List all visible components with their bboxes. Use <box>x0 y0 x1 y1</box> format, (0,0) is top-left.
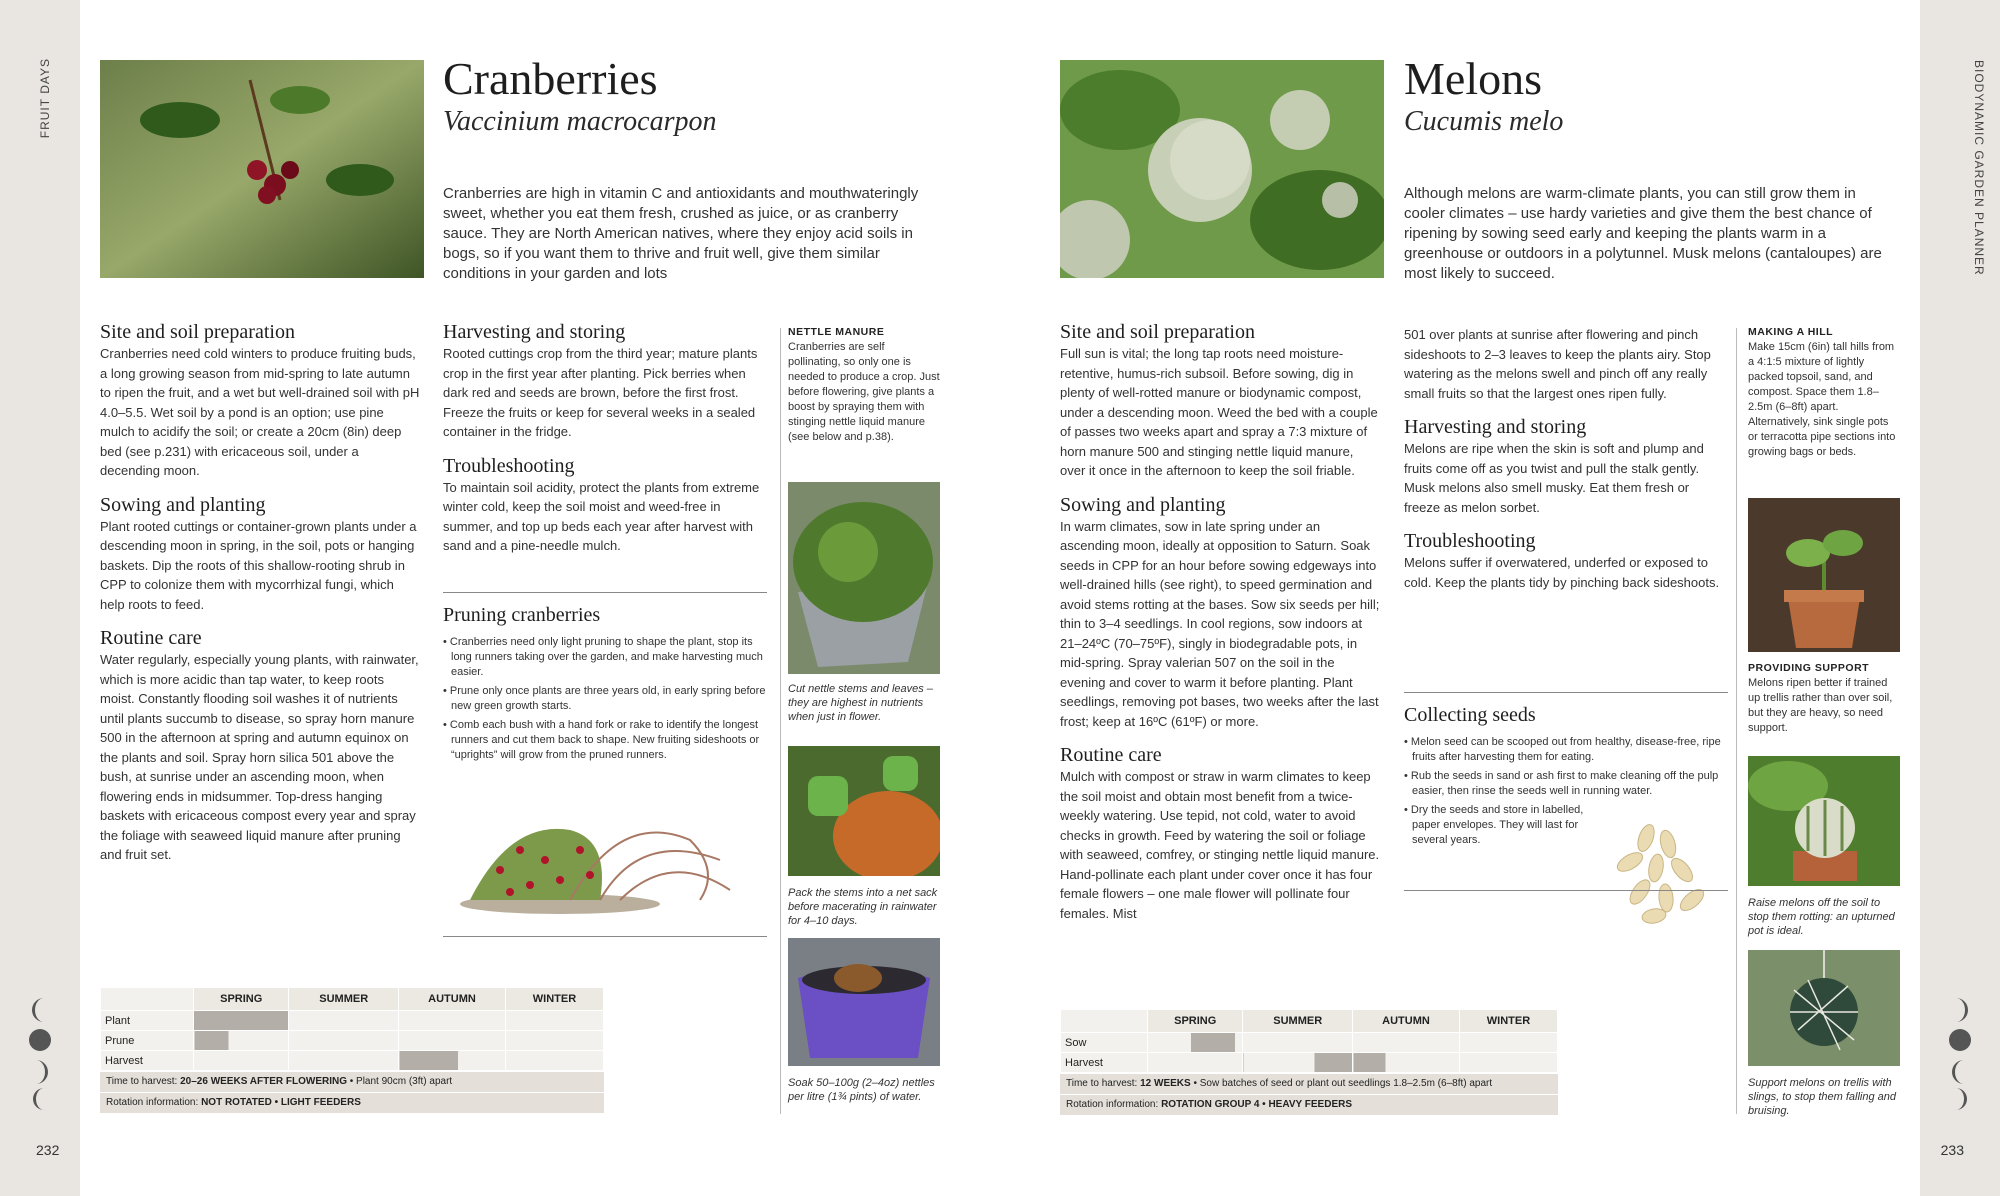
cranberries-trouble-heading: Troubleshooting <box>443 454 575 477</box>
melons-planner-table <box>1060 1009 1558 1115</box>
pruning-bullet: • Comb each bush with a hand fork or rake to identify the longest runners and cut them back to shape. New fruiting sideshoots or “uprights” will grow from the pruned runners. <box>443 718 767 763</box>
melons-sow-text: In warm climates, sow in late spring under an ascending moon, ideally at opposition to Saturn. Soak seeds in CPP for an hour before sowing edgeways into well-drained hills (see right), to speed germination and avoid stems rotting at the bases. Sow six seeds per hill; thin to 3–4 seedlings. In cool regions, sow indoors at 21–24ºC (70–75ºF), singly in biodegradable pots, in mid-spring. Spray valerian 507 on the soil in the evening and cover to warm it before planting. Plant seedlings, removing pot bases, two weeks after the last frost; keep at 16ºC (61ºF) or more. <box>1060 518 1380 729</box>
illustration-cranberry-bush <box>450 800 750 920</box>
melons-site-text: Full sun is vital; the long tap roots need moisture-retentive, humus-rich subsoil. Before sowing, dig in plenty of well-rotted manure or biodynamic compost, under a descending moon. Weed the bed with a couple of passes two weeks apart and spray a 7:3 mixture of horn manure 500 and stinging nettle liquid manure, over it once in the afternoon to keep the soil friable. <box>1060 346 1378 478</box>
melons-col-1 <box>1060 320 1382 923</box>
season-header: AUTUMN <box>399 988 506 1011</box>
nettle-heading: NETTLE MANURE <box>788 326 885 338</box>
cranberries-care-text: Water regularly, especially young plants, with rainwater, which is more acidic than tap water, to keep roots moist. Constantly flooding soil washes it of nutrients until plants succumb to disease, so spray horn manure 500 in the afternoon at spring and autumn equinox on the plants and soil. Spray horn silica 501 above the bush, at sunrise under an ascending moon, when flowering ends in midsummer. Top-dress hanging baskets with ericaceous compost every year and spray the foliage with seaweed liquid manure after pruning and fruit set. <box>100 652 419 862</box>
season-header: SPRING <box>1148 1010 1243 1033</box>
row-label: Prune <box>101 1031 194 1051</box>
pruning-heading: Pruning cranberries <box>443 604 601 626</box>
harvest-info: Time to harvest: 12 WEEKS • Sow batches of seed or plant out seedlings 1.8–2.5m (6–8ft) apart <box>1060 1073 1558 1094</box>
melon-sidebar-divider <box>1736 328 1737 1114</box>
row-label: Plant <box>101 1011 194 1031</box>
harvest-info: Time to harvest: 20–26 WEEKS AFTER FLOWERING • Plant 90cm (3ft) apart <box>100 1071 604 1092</box>
left-margin-label: FRUIT DAYS <box>38 58 52 139</box>
season-header: SUMMER <box>1243 1010 1353 1033</box>
seeds-bullet: • Melon seed can be scooped out from healthy, disease-free, ripe fruits after harvesting them for eating. <box>1404 735 1728 765</box>
melons-trouble-heading: Troubleshooting <box>1404 530 1536 552</box>
illustration-melon-seeds <box>1606 818 1716 928</box>
nettle-sidebar <box>788 326 940 445</box>
cranberries-sow-text: Plant rooted cuttings or container-grown plants under a descending moon in spring, in the soil, pots or hanging baskets. Dip the roots of this shallow-rooting shrub in CPP to colonize them with mycorrhizal fungi, which help roots to feed. <box>100 518 417 612</box>
season-header: WINTER <box>1460 1010 1558 1033</box>
season-header: SUMMER <box>289 988 399 1011</box>
melons-title: Melons <box>1404 53 1542 104</box>
nettle-caption-2: Pack the stems into a net sack before macerating in rainwater for 4–10 days. <box>788 887 938 927</box>
table-row <box>101 1031 604 1051</box>
cranberries-site-text: Cranberries need cold winters to produce fruiting buds, a long growing season from mid-spring to late autumn to ripen the fruit, and a wet but well-drained soil with pH 4.0–5.5. Wet soil by a pond is an option; use pine mulch to acidify the soil; or create a 20cm (8in) deep bed (see p.231) with ericaceous soil, under a decending moon. <box>100 346 420 478</box>
table-row <box>1061 1033 1558 1053</box>
nettle-caption-3: Soak 50–100g (2–4oz) nettles per litre (1¾ pints) of water. <box>788 1077 935 1103</box>
seeds-bullet: • Rub the seeds in sand or ash first to make cleaning off the pulp easier, then rinse the seeds well in running water. <box>1404 769 1728 799</box>
melons-care-heading: Routine care <box>1060 744 1162 766</box>
rotation-info: Rotation information: NOT ROTATED • LIGHT FEEDERS <box>100 1092 604 1113</box>
cranberries-harvest-heading: Harvesting and storing <box>443 321 626 343</box>
seeds-top-rule <box>1404 692 1728 693</box>
moon-phase-icon-right <box>1940 992 1980 1117</box>
left-page-number: 232 <box>36 1142 60 1158</box>
melons-harvest-heading: Harvesting and storing <box>1404 416 1587 438</box>
cranberries-sow-heading: Sowing and planting <box>100 493 266 516</box>
cranberries-intro: Cranberries are high in vitamin C and antioxidants and mouthwateringly sweet, whether you eat them fresh, crushed as juice, or as cranberry sauce. They are North American natives, where they enjoy acid soils in bogs, so if you want them to thrive and fruit well, give them similar conditions in your garden and lots <box>443 185 919 282</box>
melons-col-2 <box>1404 325 1728 592</box>
rotation-info: Rotation information: ROTATION GROUP 4 • HEAVY FEEDERS <box>1060 1094 1558 1115</box>
hill-text: Make 15cm (6in) tall hills from a 4:1:5 mixture of lightly packed topsoil, sand, and compost. Space them 1.8–2.5m (6–8ft) apart. Alternatively, sink single pots or terracotta pipe sections into growing bags or beds. <box>1748 341 1896 458</box>
melon-caption-1: Raise melons off the soil to stop them rotting: an upturned pot is ideal. <box>1748 897 1895 937</box>
season-header: AUTUMN <box>1353 1010 1460 1033</box>
melons-sow-heading: Sowing and planting <box>1060 493 1226 516</box>
right-margin-label: BIODYNAMIC GARDEN PLANNER <box>1972 60 1986 276</box>
cranberries-site-heading: Site and soil preparation <box>100 321 295 343</box>
pruning-top-rule <box>443 592 767 593</box>
pruning-list <box>443 635 767 763</box>
melons-harvest-text: Melons are ripe when the skin is soft and plump and fruits come off as you twist and pull the stalk gently. Musk melons also smell musky. Eat them fresh or freeze as melon sorbet. <box>1404 441 1704 515</box>
pruning-bottom-rule <box>443 936 767 937</box>
photo-nettle-soak <box>788 938 940 1066</box>
melons-care-continued: 501 over plants at sunrise after flowering and pinch sideshoots to 2–3 leaves to keep the plants airy. Stop watering as the melons swell and pinch off any really small fruits so that the largest ones ripen fully. <box>1404 327 1711 401</box>
photo-melon-seedling-pot <box>1748 498 1900 652</box>
sidebar-divider <box>780 328 781 1114</box>
seeds-bottom-rule <box>1404 890 1728 891</box>
cranberries-col-1 <box>100 320 422 865</box>
nettle-text: Cranberries are self pollinating, so only one is needed to produce a crop. Just before flowering, give plants a boost by spraying them with stinging nettle liquid manure (see below and p.38). <box>788 341 940 443</box>
cranberries-care-heading: Routine care <box>100 627 202 649</box>
melons-trouble-text: Melons suffer if overwatered, underfed or exposed to cold. Keep the plants tidy by pinching back sideshoots. <box>1404 555 1720 590</box>
support-sidebar <box>1748 662 1900 736</box>
photo-nettle-sack <box>788 746 940 876</box>
melons-care-text: Mulch with compost or straw in warm climates to keep the soil moist and obtain most benefit from a twice-weekly watering. Use tepid, not cold, water to avoid checks in growth. Feed by watering the soil or foliage with seaweed, comfrey, or stinging nettle liquid manure. Hand-pollinate each plant under cover once it has four female flowers – one male flower will pollinate four females. Mist <box>1060 769 1380 921</box>
seeds-heading: Collecting seeds <box>1404 704 1536 726</box>
melons-site-heading: Site and soil preparation <box>1060 321 1255 343</box>
season-header: WINTER <box>506 988 604 1011</box>
right-page-number: 233 <box>1940 1142 1964 1158</box>
season-header: SPRING <box>194 988 289 1011</box>
melons-latin-name: Cucumis melo <box>1404 106 1564 137</box>
nettle-caption-1: Cut nettle stems and leaves – they are highest in nutrients when just in flower. <box>788 683 933 723</box>
melons-intro: Although melons are warm-climate plants, you can still grow them in cooler climates – use hardy varieties and give them the best chance of ripening by sowing seed early and keeping the plants warm in a greenhouse or outdoors in a polytunnel. Musk melons (cantaloupes) are most likely to succeed. <box>1404 185 1882 282</box>
table-row <box>101 1051 604 1071</box>
table-row <box>101 1011 604 1031</box>
cranberries-latin-name: Vaccinium macrocarpon <box>443 106 717 137</box>
support-heading: PROVIDING SUPPORT <box>1748 662 1870 674</box>
table-row <box>1061 1053 1558 1073</box>
cranberries-trouble-text: To maintain soil acidity, protect the plants from extreme winter cold, keep the soil moist and weed-free in summer, and top up beds each year after harvest with sand and a pine-needle mulch. <box>443 479 760 553</box>
photo-melon-sling <box>1748 950 1900 1066</box>
row-label: Harvest <box>101 1051 194 1071</box>
cranberries-col-2 <box>443 320 767 556</box>
cranberries-planner-table <box>100 987 604 1113</box>
pruning-bullet: • Cranberries need only light pruning to shape the plant, stop its long runners taking over the garden, and make harvesting much easier. <box>443 635 767 680</box>
moon-phase-icon-left <box>20 992 60 1117</box>
pruning-bullet: • Prune only once plants are three years old, in early spring before new green growth starts. <box>443 684 767 714</box>
seeds-bullet: • Dry the seeds and store in labelled, paper envelopes. They will last for several years. <box>1404 803 1598 848</box>
melon-caption-2: Support melons on trellis with slings, to stop them falling and bruising. <box>1748 1077 1896 1117</box>
photo-melon <box>1060 60 1384 278</box>
row-label: Sow <box>1061 1033 1148 1053</box>
hill-heading: MAKING A HILL <box>1748 326 1834 338</box>
row-label: Harvest <box>1061 1053 1148 1073</box>
pruning-box <box>443 603 767 767</box>
hill-sidebar <box>1748 326 1900 460</box>
cranberries-harvest-text: Rooted cuttings crop from the third year; mature plants crop in the first year after planting. Pick berries when dark red and seeds are brown, before the first frost. Freeze the fruits or keep for several weeks in a sealed container in the fridge. <box>443 346 758 439</box>
photo-cranberry <box>100 60 424 278</box>
photo-melon-on-pot <box>1748 756 1900 886</box>
support-text: Melons ripen better if trained up trellis rather than over soil, but they are heavy, so need support. <box>1748 677 1893 734</box>
cranberries-title: Cranberries <box>443 53 658 104</box>
photo-nettles-wheelbarrow <box>788 482 940 674</box>
